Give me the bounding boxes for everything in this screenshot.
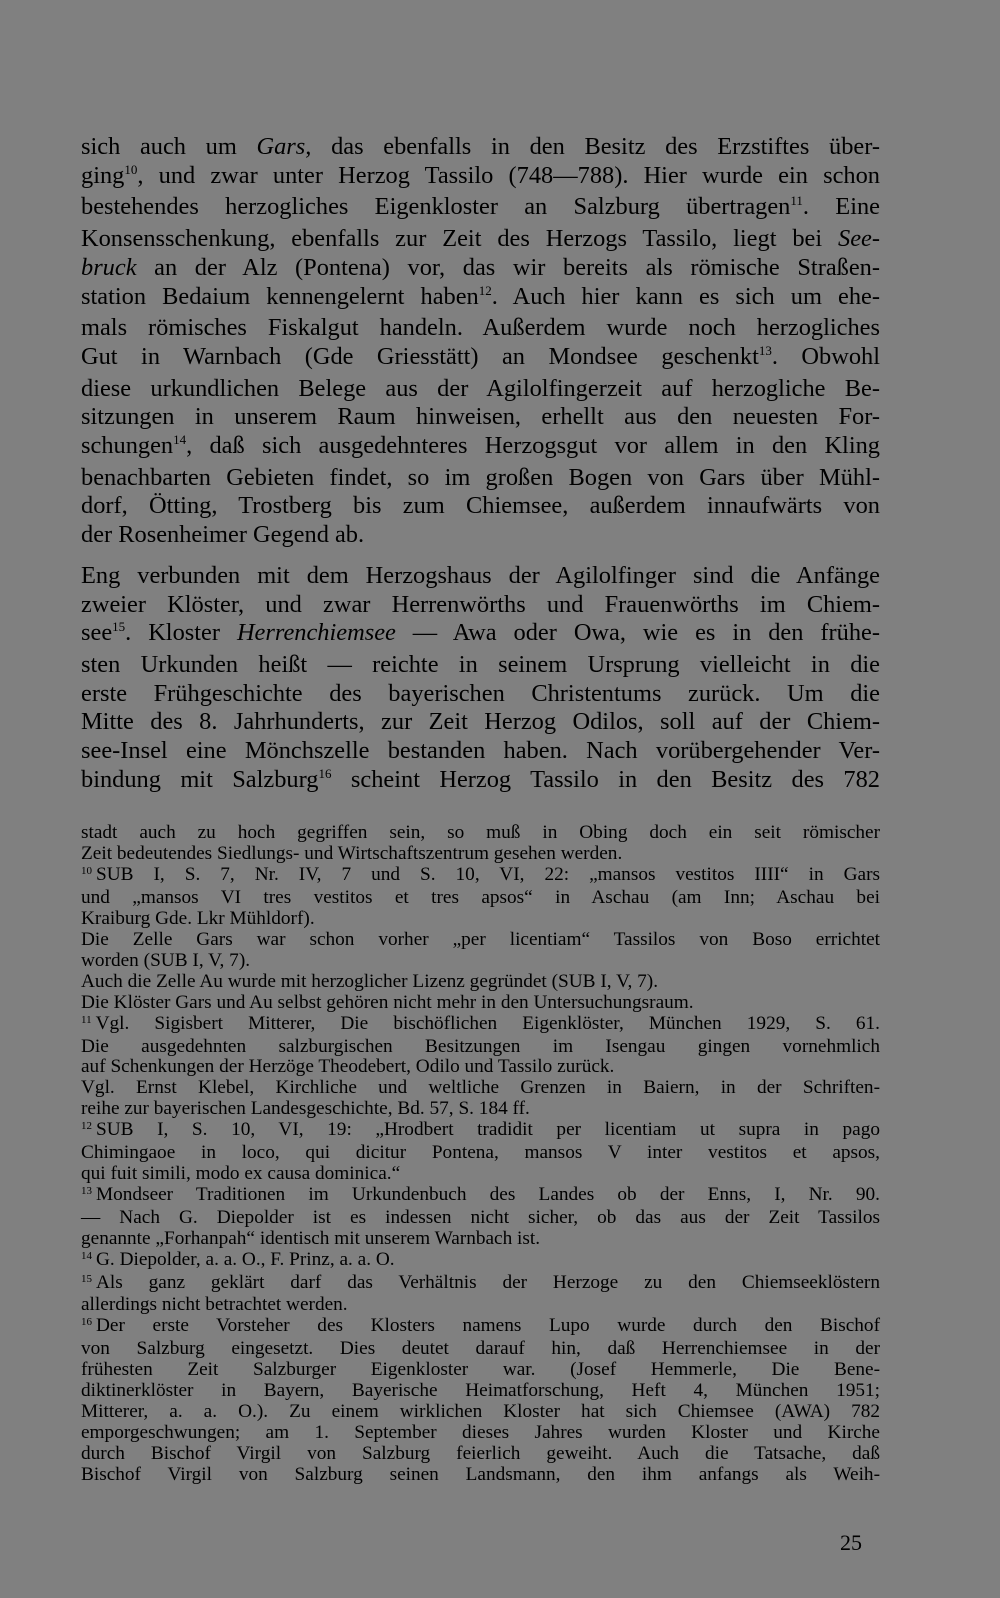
text-line: sten Urkunden heißt — reichte in seinem Ursprung vielleicht in die xyxy=(81,650,880,678)
footnote-line: von Salzburg eingesetzt. Dies deutet darauf hin, daß Herrenchiemsee in der xyxy=(81,1338,880,1360)
text-line: der Rosenheimer Gegend ab. xyxy=(81,521,365,549)
page-number: 25 xyxy=(840,1530,862,1555)
footnote-ref: 16 xyxy=(318,765,332,781)
text-line: sitzungen in unserem Raum hinweisen, erhellt aus den neuesten For- xyxy=(81,403,880,431)
footnote-line: — Nach G. Diepolder ist es indessen nicht sicher, ob das aus der Zeit Tassilos xyxy=(81,1206,880,1228)
footnote-line: Die Zelle Gars war schon vorher „per licentiam“ Tassilos von Boso errichtet xyxy=(81,929,880,950)
footnote-line: Mitterer, a. a. O.). Zu einem wirklichen Kloster hat sich Chiemsee (AWA) 782 xyxy=(81,1400,880,1422)
footnote-number: 11 xyxy=(81,1013,92,1026)
footnote-line: durch Bischof Virgil von Salzburg feierlich geweiht. Auch die Tatsache, daß xyxy=(81,1442,880,1464)
footnote-line: $^{10}$ SUB I, S. 7, Nr. IV, 7 und S. 10, VI, 22: „mansos vestitos IIII“ in Gars xyxy=(81,864,880,886)
footnote-line: Chimingaoe in loco, qui dicitur Pontena, mansos V inter vestitos et apsos, xyxy=(81,1142,880,1164)
footnotes xyxy=(81,823,880,1485)
footnote-ref: 11 xyxy=(790,193,803,209)
text-line: schungen$^{14}$, daß sich ausgedehnteres Herzogsgut vor allem in den Kling xyxy=(81,432,880,460)
footnote-line: allerdings nicht betrachtet werden. xyxy=(81,1294,348,1316)
footnote-ref: 15 xyxy=(112,619,126,635)
footnote-line: Die Klöster Gars und Au selbst gehören nicht mehr in den Untersuchungsraum. xyxy=(81,991,694,1013)
footnote-line: worden (SUB I, V, 7). xyxy=(81,949,251,971)
footnote-line: $^{15}$ Als ganz geklärt darf das Verhältnis der Herzoge zu den Chiemseeklöstern xyxy=(81,1271,880,1293)
text-line: erste Frühgeschichte des bayerischen Christentums zurück. Um die xyxy=(81,679,880,707)
footnote-number: 12 xyxy=(81,1120,92,1133)
footnote-line: emporgeschwungen; am 1. September dieses Jahres wurden Kloster und Kirche xyxy=(81,1421,880,1443)
footnote-line: Auch die Zelle Au wurde mit herzoglicher Lizenz gegründet (SUB I, V, 7). xyxy=(81,970,659,992)
footnote-number: 15 xyxy=(81,1272,92,1285)
text-line: mals römisches Fiskalgut handeln. Außerdem wurde noch herzogliches xyxy=(81,314,880,342)
body-paragraph-1 xyxy=(81,133,880,550)
footnote-line: $^{13}$ Mondseer Traditionen im Urkundenbuch des Landes ob der Enns, I, Nr. 90. xyxy=(81,1183,880,1205)
text-line: dorf, Ötting, Trostberg bis zum Chiemsee, außerdem innaufwärts von xyxy=(81,492,880,520)
text-line: see$^{15}$. Kloster Herrenchiemsee — Awa oder Owa, wie es in den frühe- xyxy=(81,619,880,647)
footnote-line: stadt auch zu hoch gegriffen sein, so muß in Obing doch ein seit römischer xyxy=(81,822,880,844)
page-content xyxy=(81,133,880,1486)
footnote-line: frühesten Zeit Salzburger Eigenkloster war. (Josef Hemmerle, Die Bene- xyxy=(81,1359,880,1381)
footnote-line: $^{12}$ SUB I, S. 10, VI, 19: „Hrodbert tradidit per licentiam ut supra in pago xyxy=(81,1119,880,1141)
footnote-line: und „mansos VI tres vestitos et tres apsos“ in Aschau (am Inn; Aschau bei xyxy=(81,887,880,909)
body-paragraph-2 xyxy=(81,562,880,798)
footnote-line: Bischof Virgil von Salzburg seinen Landsmann, den ihm anfangs als Weih- xyxy=(81,1463,880,1485)
footnote-ref: 10 xyxy=(124,161,138,177)
footnote-line: $^{11}$ Vgl. Sigisbert Mitterer, Die bischöflichen Eigenklöster, München 1929, S. 61. xyxy=(81,1012,880,1034)
footnote-line: Zeit bedeutendes Siedlungs- und Wirtschaftszentrum gesehen werden. xyxy=(81,843,623,865)
footnote-line: auf Schenkungen der Herzöge Theodebert, Odilo und Tassilo zurück. xyxy=(81,1056,615,1078)
text-line: Eng verbunden mit dem Herzogshaus der Agilolfinger sind die Anfänge xyxy=(81,561,880,589)
text-line: station Bedaium kennengelernt haben$^{12}$. Auch hier kann es sich um ehe- xyxy=(81,282,881,310)
footnote-line: Kraiburg Gde. Lkr Mühldorf). xyxy=(81,908,315,930)
footnote-number: 16 xyxy=(81,1316,92,1329)
text-line: see-Insel eine Mönchszelle bestanden haben. Nach vorübergehender Ver- xyxy=(81,737,880,765)
text-line: Konsensschenkung, ebenfalls zur Zeit des Herzogs Tassilo, liegt bei See- xyxy=(81,225,880,253)
footnote-ref: 13 xyxy=(758,342,772,358)
text-line: bestehendes herzogliches Eigenkloster an Salzburg übertragen$^{11}$. Eine xyxy=(81,193,880,221)
text-line: sich auch um Gars, das ebenfalls in den Besitz des Erzstiftes über- xyxy=(81,133,881,160)
footnote-number: 13 xyxy=(81,1184,92,1197)
footnote-line: reihe zur bayerischen Landesgeschichte, Bd. 57, S. 184 ff. xyxy=(81,1098,530,1120)
footnote-number: 14 xyxy=(81,1249,92,1262)
footnote-line: diktinerklöster in Bayern, Bayerische Heimatforschung, Heft 4, München 1951; xyxy=(81,1380,880,1402)
text-line: Gut in Warnbach (Gde Griesstätt) an Mondsee geschenkt$^{13}$. Obwohl xyxy=(81,342,880,370)
text-line: ging$^{10}$, und zwar unter Herzog Tassilo (748—788). Hier wurde ein schon xyxy=(81,161,880,189)
text-line: diese urkundlichen Belege aus der Agilolfingerzeit auf herzogliche Be- xyxy=(81,374,880,402)
footnote-ref: 14 xyxy=(173,432,187,448)
footnote-line: Vgl. Ernst Klebel, Kirchliche und weltliche Grenzen in Baiern, in der Schriften- xyxy=(81,1077,880,1099)
footnote-line: Die ausgedehnten salzburgischen Besitzungen im Isengau gingen vornehmlich xyxy=(81,1035,880,1057)
text-line: benachbarten Gebieten findet, so im großen Bogen von Gars über Mühl- xyxy=(81,463,880,491)
footnote-line: $^{16}$ Der erste Vorsteher des Klosters namens Lupo wurde durch den Bischof xyxy=(81,1315,880,1337)
text-line: Mitte des 8. Jahrhunderts, zur Zeit Herzog Odilos, soll auf der Chiem- xyxy=(81,708,880,736)
footnote-line: genannte „Forhanpah“ identisch mit unserem Warnbach ist. xyxy=(81,1227,541,1249)
footnote-line: qui fuit simili, modo ex causa dominica.“ xyxy=(81,1162,401,1184)
footnote-line: $^{14}$ G. Diepolder, a. a. O., F. Prinz, a. a. O. xyxy=(81,1248,395,1270)
text-line: zweier Klöster, und zwar Herrenwörths und Frauenwörths im Chiem- xyxy=(81,590,880,618)
footnote-ref: 12 xyxy=(478,282,492,298)
footnote-number: 10 xyxy=(81,865,92,878)
text-line: bruck an der Alz (Pontena) vor, das wir bereits als römische Straßen- xyxy=(81,253,880,281)
text-line: bindung mit Salzburg$^{16}$ scheint Herzog Tassilo in den Besitz des 782 xyxy=(81,765,880,793)
